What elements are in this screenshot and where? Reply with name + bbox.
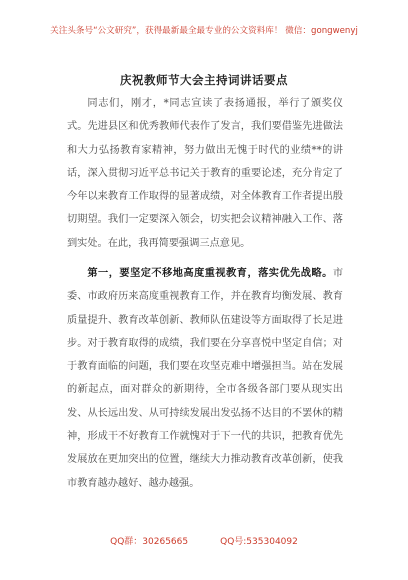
body-section-point-one [67,262,343,495]
paragraph-lead-heading: 第一，要坚定不移地高度重视教育，落实优先战略。 [87,267,333,279]
footer-qq-group: QQ群：30265665 [110,537,189,547]
document-title: 庆祝教师节大会主持词讲话要点 [120,73,288,87]
footer-contact [0,534,408,547]
header-banner: 关注头条号“公文研究”，获得最新最全最专业的公文资料库！ 微信：gongwenyj [50,26,358,36]
body-section-intro [67,92,343,255]
paragraph-point-one [67,262,343,495]
paragraph-intro: 同志们，刚才，*同志宣读了表扬通报，举行了颁奖仪式。先进县区和优秀教师代表作了发言，我们要借鉴先进做法和大力弘扬教育家精神，努力做出无愧于时代的业绩**的讲话，深入贯彻习近平总书记关于教育的重要论述，充分肯定了今年以来教育工作取得的显著成绩，对全体教育工作者提出殷切期望。我们一定要深入领会，切实把会议精神融入工作、落到实处。在此，我再简要强调三点意见。 [67,98,343,249]
paragraph-point-one-body: 市委、市政府历来高度重视教育工作，并在教育均衡发展、教育质量提升、教育改革创新、教师队伍建设等方面取得了长足进步。对于教育取得的成绩，我们要在分享喜悦中坚定自信；对于教育面临的问题，我们要在攻坚克难中增强担当。站在发展的新起点，面对群众的新期待，全市各级各部门要从现实出发、从长远出发、从可持续发展出发弘扬不达目的不罢休的精神，形成干不好教育工作就愧对于下一代的共识，把教育优先发展放在更加突出的位置，继续大力推动教育改革创新，使我市教育越办越好、越办越强。 [67,268,343,489]
footer-qq-number: QQ号:535304092 [220,537,298,547]
